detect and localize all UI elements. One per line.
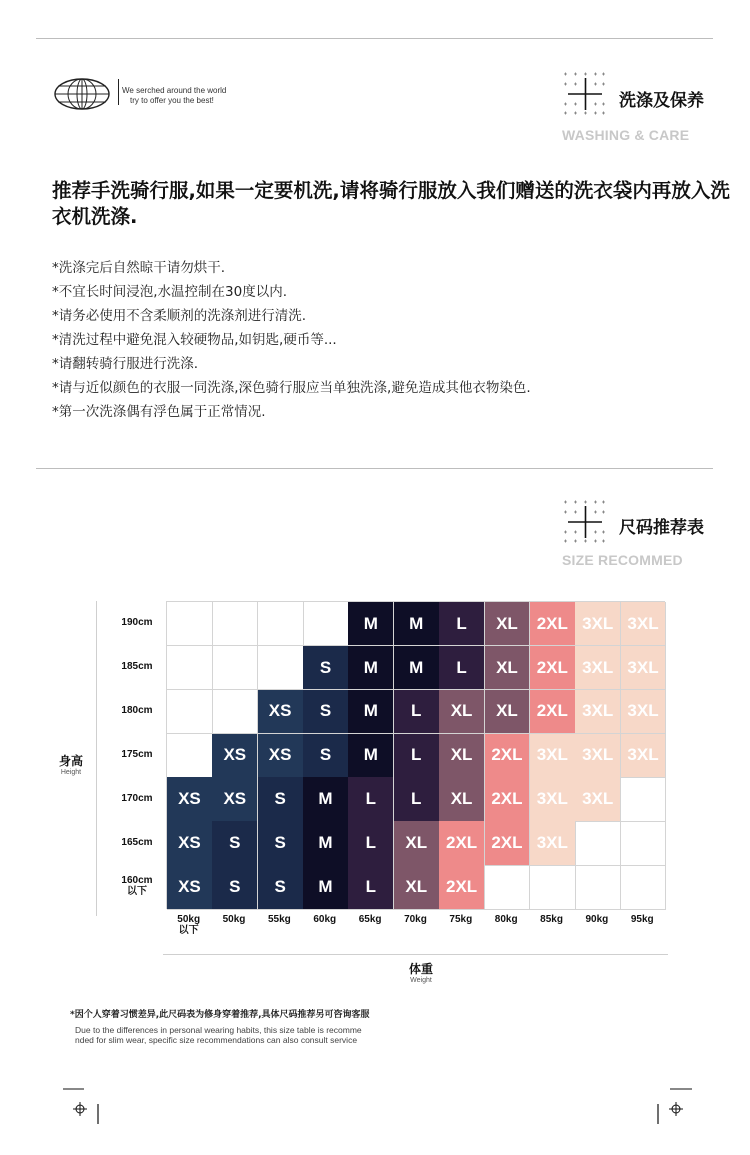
size-cell: M [303,865,349,909]
height-label: 170cm [121,792,153,804]
x-axis-label-zh: 体重 [408,962,433,976]
slogan-line-2: try to offer you the best! [130,96,214,105]
logo-separator [118,79,119,105]
size-cell [167,690,213,734]
size-cell: M [394,602,440,646]
size-cell: S [212,865,258,909]
size-cell [167,646,213,690]
size-table [166,601,665,909]
size-cell: 3XL [621,734,667,778]
washing-note: *请务必使用不含柔顺剂的洗涤剂进行清洗. [52,308,307,324]
size-cell [530,865,576,909]
size-cell: L [394,777,440,821]
y-axis-line [96,601,97,916]
size-cell: L [348,777,394,821]
size-cell: M [303,777,349,821]
size-cell [167,602,213,646]
height-label: 165cm [121,836,153,848]
weight-label: 65kg [358,914,382,925]
washing-note: *第一次洗涤偶有浮色属于正常情况. [52,404,266,420]
size-cell: XS [167,865,213,909]
size-cell: 2XL [439,865,485,909]
size-cell: M [348,646,394,690]
weight-label: 70kg [404,914,427,925]
size-cell: XL [485,646,531,690]
weight-label: 50kg [222,914,246,925]
size-cell: 3XL [575,690,621,734]
size-cell: XL [439,734,485,778]
size-cell [212,646,258,690]
size-cell: 3XL [575,602,621,646]
size-cell: XS [212,734,258,778]
y-axis-label-en: Height [60,769,82,776]
size-cell [621,777,667,821]
crosshair-grid-icon [562,500,606,544]
brand-slogan [122,86,226,106]
size-cell: S [303,734,349,778]
size-cell: XS [258,734,304,778]
size-cell: 3XL [530,821,576,865]
weight-label: 90kg [585,914,609,925]
y-axis-label-zh: 身高 [58,754,83,768]
size-cell: XL [439,690,485,734]
size-cell: S [258,865,304,909]
washing-note: *请翻转骑行服进行洗涤. [52,356,199,372]
size-cell: M [348,602,394,646]
size-cell: L [394,734,440,778]
size-cell: XL [439,777,485,821]
size-cell [167,734,213,778]
top-divider [36,38,713,39]
size-cell: 3XL [575,777,621,821]
size-cell: XS [212,777,258,821]
washing-subtitle: WASHING & CARE [562,127,690,143]
height-label: 160cm 以下 [121,875,153,898]
footnote-en-line-1: Due to the differences in personal wearing habits, this size table is recomme [75,1025,362,1035]
x-axis-line [163,954,668,955]
size-cell: XL [485,690,531,734]
size-cell: M [348,690,394,734]
size-cell [258,602,304,646]
size-cell: M [303,821,349,865]
globe-logo-icon [52,76,112,112]
size-cell: 2XL [439,821,485,865]
size-cell [212,690,258,734]
height-label: 180cm [121,705,153,717]
washing-title: 洗涤及保养 [619,91,704,111]
height-label: 175cm [121,749,153,760]
crop-mark-right-icon [652,1086,692,1126]
size-subtitle: SIZE RECOMMED [562,552,683,568]
size-cell: XL [394,865,440,909]
footnote-zh: *因个人穿着习惯差异,此尺码表为修身穿着推荐,具体尺码推荐另可咨询客服 [70,1010,370,1020]
size-cell: 3XL [530,734,576,778]
size-cell: L [439,602,485,646]
size-cell: XL [394,821,440,865]
size-cell: 3XL [530,777,576,821]
height-label: 190cm [121,617,153,629]
size-cell [303,602,349,646]
size-cell: XS [167,777,213,821]
size-title: 尺码推荐表 [619,518,704,538]
washing-headline: 推荐手洗骑行服,如果一定要机洗,请将骑行服放入我们赠送的洗衣袋内再放入洗衣机洗涤. [52,179,730,228]
size-cell [575,821,621,865]
washing-note: *不宜长时间浸泡,水温控制在30度以内. [52,284,288,300]
height-label: 185cm [121,661,153,673]
size-cell [485,865,531,909]
x-axis-label [396,960,446,984]
size-cell: 2XL [485,821,531,865]
size-cell: 2XL [530,646,576,690]
weight-label: 95kg [630,914,654,925]
size-cell: S [303,690,349,734]
size-cell: L [394,690,440,734]
weight-label: 85kg [540,914,563,925]
size-cell [212,602,258,646]
size-cell: XL [485,602,531,646]
size-cell: S [258,821,304,865]
size-cell: 3XL [621,646,667,690]
size-cell: L [348,865,394,909]
washing-note: *请与近似颜色的衣服一同洗涤,深色骑行服应当单独洗涤,避免造成其他衣物染色. [52,380,531,396]
crop-mark-left-icon [62,1086,102,1126]
size-cell: L [439,646,485,690]
weight-label: 60kg [313,914,337,925]
section-divider [36,468,713,469]
x-axis-label-en: Weight [410,977,432,984]
footnote-en-line-2: nded for slim wear, specific size recommendations can also consult service [75,1035,358,1045]
washing-notes-list [52,256,531,424]
washing-note: *洗涤完后自然晾干请勿烘干. [52,260,226,276]
size-cell [621,821,667,865]
crosshair-grid-icon [562,72,606,116]
size-cell: S [212,821,258,865]
size-cell: 2XL [485,734,531,778]
weight-label: 75kg [449,914,473,925]
size-cell: 2XL [530,602,576,646]
washing-note: *清洗过程中避免混入较硬物品,如钥匙,硬币等... [52,332,337,348]
size-cell: M [394,646,440,690]
footnote-en [75,1025,362,1045]
size-cell [621,865,667,909]
size-cell: 2XL [485,777,531,821]
slogan-line-1: We serched around the world [122,86,227,95]
size-cell: S [303,646,349,690]
weight-label: 50kg 以下 [177,914,201,936]
size-cell: S [258,777,304,821]
size-cell: L [348,821,394,865]
size-cell: 3XL [575,646,621,690]
weight-label: 80kg [494,914,518,925]
size-cell: 3XL [621,690,667,734]
size-cell: 2XL [530,690,576,734]
size-cell: XS [258,690,304,734]
size-cell: 3XL [621,602,667,646]
y-axis-label [58,752,84,776]
size-cell: 3XL [575,734,621,778]
size-cell: XS [167,821,213,865]
size-cell [575,865,621,909]
weight-label: 55kg [267,914,291,925]
size-cell: M [348,734,394,778]
size-cell [258,646,304,690]
